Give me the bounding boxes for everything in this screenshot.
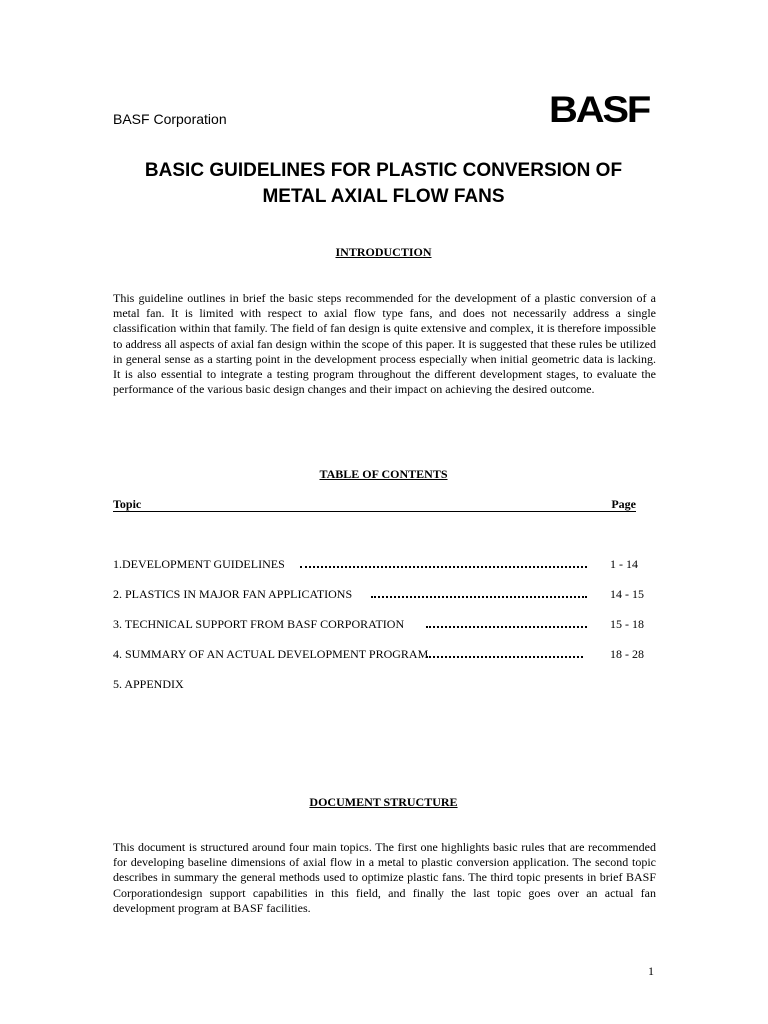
toc-item-title: 5. APPENDIX — [113, 677, 184, 691]
toc-item — [113, 617, 653, 633]
toc-leader-dots — [426, 626, 587, 628]
toc-item-pages: 18 - 28 — [610, 647, 644, 661]
toc-item-title: 1.DEVELOPMENT GUIDELINES — [113, 557, 285, 571]
toc-leader-dots — [300, 566, 587, 568]
toc-item-pages: 1 - 14 — [610, 557, 638, 571]
structure-paragraph: This document is structured around four main topics. The first one highlights basic rules that are recommended for developing baseline dimensions of axial flow in a metal to plastic conversion application. The second topic describes in summary the general methods used to optimize plastic fans. The third topic presents in brief BASF Corporationdesign support capabilities in this field, and finally the last topic goes over an actual fan development program at BASF facilities. — [113, 840, 656, 915]
introduction-paragraph: This guideline outlines in brief the basic steps recommended for the development of a plastic conversion of a metal fan. It is limited with respect to axial flow type fans, and does not necessarily address a single classification within that family. The field of fan design is quite extensive and complex, it is therefore impossible to address all aspects of axial fan design within the scope of this paper. It is suggested that these rules be utilized in general sense as a starting point in the development process especially when initial geometric data is lacking. It is also essential to integrate a testing program throughout the different development stages, to evaluate the performance of the various basic design changes and their impact on achieving the desired outcome. — [113, 291, 656, 397]
toc-item — [113, 677, 653, 693]
toc-topic-label: Topic — [113, 497, 142, 511]
title-line-1: BASIC GUIDELINES FOR PLASTIC CONVERSION OF — [144, 160, 623, 181]
structure-heading: DOCUMENT STRUCTURE — [309, 795, 458, 809]
toc-leader-dots — [426, 656, 583, 658]
title-line-2: METAL AXIAL FLOW FANS — [262, 186, 505, 207]
toc-header-rule — [113, 511, 636, 512]
toc-leader-dots — [371, 596, 587, 598]
toc-item-title: 4. SUMMARY OF AN ACTUAL DEVELOPMENT PROGRAM — [113, 647, 429, 661]
toc-column-header — [113, 497, 636, 513]
toc-item — [113, 647, 653, 663]
toc-item — [113, 557, 653, 573]
toc-item-title: 3. TECHNICAL SUPPORT FROM BASF CORPORATION — [113, 617, 405, 631]
toc-item-pages: 15 - 18 — [610, 617, 644, 631]
toc-page-label: Page — [611, 497, 636, 511]
toc-item-title: 2. PLASTICS IN MAJOR FAN APPLICATIONS — [113, 587, 353, 601]
basf-logo: BASF — [549, 89, 650, 130]
page-number: 1 — [648, 964, 654, 978]
document-title — [113, 158, 654, 210]
introduction-heading: INTRODUCTION — [335, 245, 432, 259]
toc-item — [113, 587, 653, 603]
company-name: BASF Corporation — [113, 111, 227, 127]
toc-heading: TABLE OF CONTENTS — [319, 467, 448, 481]
toc-item-pages: 14 - 15 — [610, 587, 644, 601]
